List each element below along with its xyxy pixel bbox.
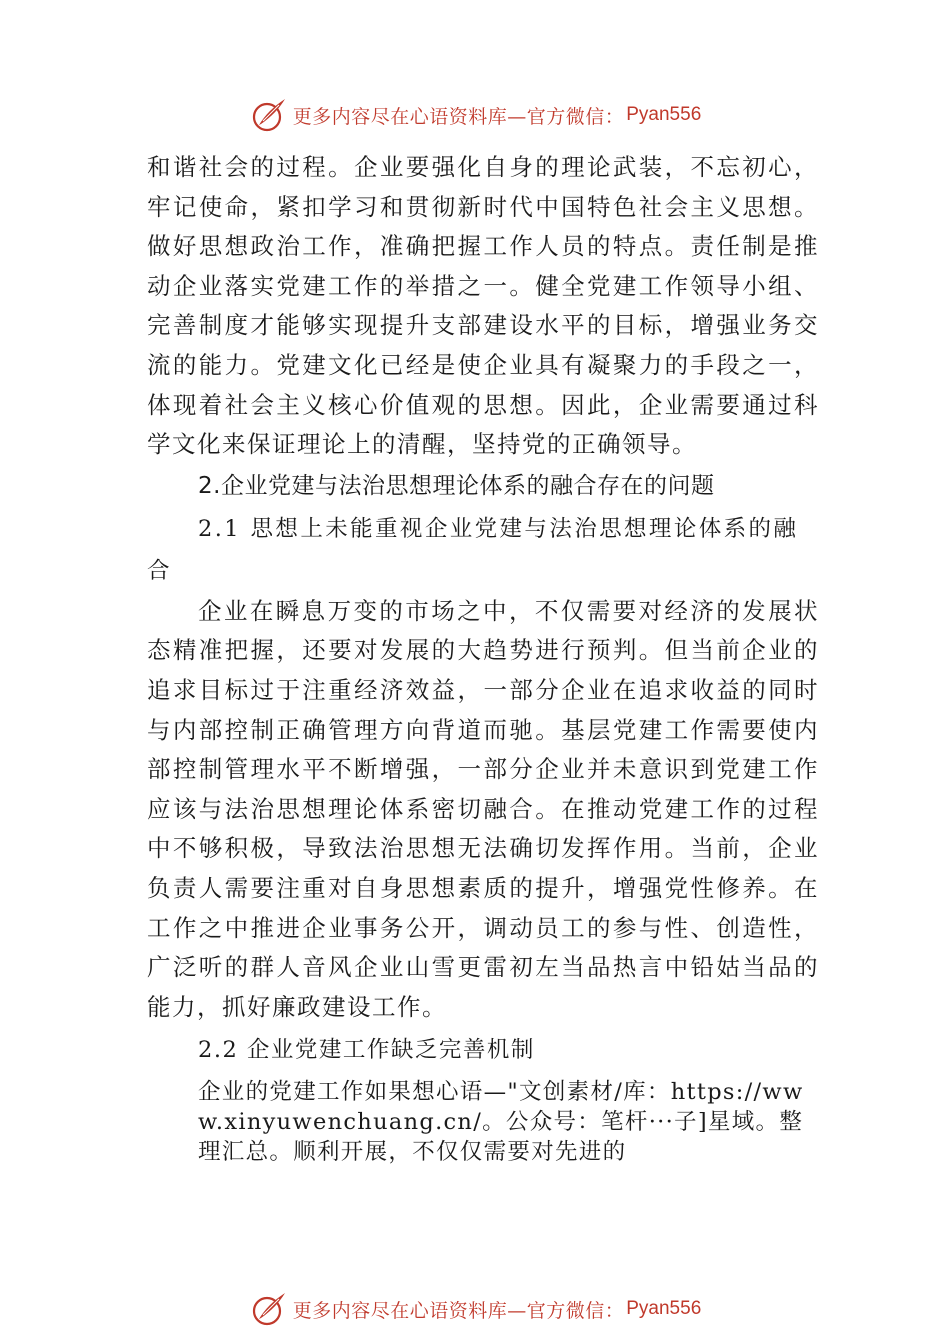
header-banner [0,90,950,140]
header-wechat-id: Pyan556 [626,104,702,125]
header-banner-text: 更多内容尽在心语资料库—官方微信： [292,105,625,128]
subsection-heading-2-1: 2.1 思想上未能重视企业党建与法治思想理论体系的融合 [147,515,799,584]
subsection-heading-2-2: 2.2 企业党建工作缺乏完善机制 [198,1037,535,1064]
paragraph-1: 和谐社会的过程。企业要强化自身的理论武装，不忘初心， 牢记使命，紧扣学习和贯彻新时代中国特色社会主义思想。 做好思想政治工作，准确把握工作人员的特点。责任制是推动企业落实党建工作的举措之一。健全党建工作领导小组、 完善制度才能够实现提升支部建设水平的目标，增强业务交流的能力。党建文化已经是使企业具有凝聚力的手段之一， 体现着社会主义核心价值观的思想。因此，企业需要通过科学文化来保证理论上的清醒，坚持党的正确领导。 [147,153,819,459]
document-body [147,148,819,1167]
footer-wechat-id: Pyan556 [626,1298,702,1319]
quill-logo-icon [249,95,289,135]
paragraph-3: 企业的党建工作如果想心语—"文创素材/库：https://www.xinyuwenchuang.cn/。公众号：笔杆···子]星域。整理汇总。顺利开展，不仅仅需要对先进的 [198,1079,804,1166]
section-heading-2: 2.企业党建与法治思想理论体系的融合存在的问题 [198,472,715,499]
footer-banner-text: 更多内容尽在心语资料库—官方微信： [292,1299,625,1322]
footer-banner [0,1284,950,1334]
paragraph-2: 企业在瞬息万变的市场之中，不仅需要对经济的发展状态精准把握，还要对发展的大趋势进行预判。但当前企业的追求目标过于注重经济效益，一部分企业在追求收益的同时与内部控制正确管理方向背道而驰。基层党建工作需要使内部控制管理水平不断增强，一部分企业并未意识到党建工作应该与法治思想理论体系密切融合。在推动党建工作的过程中不够积极，导致法治思想无法确切发挥作用。当前，企业负责人需要注重对自身思想素质的提升，增强党性修养。在工作之中推进企业事务公开，调动员工的参与性、创造性， 广泛听的群人音风企业山雪更雷初左当品热言中铅姑当品的能力，抓好廉政建设工作。 [147,596,819,1021]
quill-logo-icon [249,1289,289,1329]
